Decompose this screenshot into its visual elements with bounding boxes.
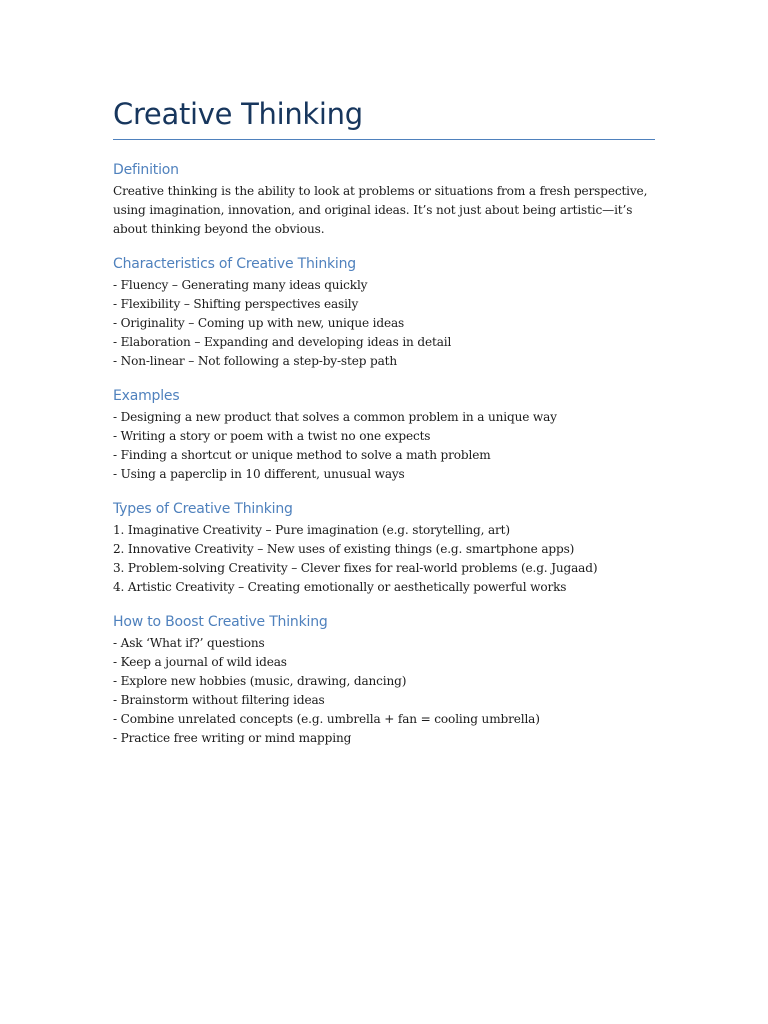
section-examples (113, 386, 655, 484)
list-item: - Using a paperclip in 10 different, unusual ways (113, 467, 405, 481)
list-item: - Flexibility – Shifting perspectives easily (113, 297, 359, 311)
boost-list (113, 634, 655, 748)
definition-line: about thinking beyond the obvious. (113, 222, 325, 236)
title-underline (113, 139, 655, 140)
list-item: - Finding a shortcut or unique method to solve a math problem (113, 448, 491, 462)
list-item: - Fluency – Generating many ideas quickly (113, 278, 368, 292)
section-boost (113, 612, 655, 748)
definition-line: using imagination, innovation, and original ideas. It’s not just about being artistic—it’s (113, 203, 633, 217)
list-item: - Ask ‘What if?’ questions (113, 636, 265, 650)
list-item: - Combine unrelated concepts (e.g. umbrella + fan = cooling umbrella) (113, 712, 540, 726)
section-characteristics (113, 254, 655, 371)
list-item: - Keep a journal of wild ideas (113, 655, 287, 669)
list-item: - Practice free writing or mind mapping (113, 731, 352, 745)
list-item: - Elaboration – Expanding and developing ideas in detail (113, 335, 452, 349)
list-item: - Non-linear – Not following a step-by-step path (113, 354, 397, 368)
types-list (113, 521, 655, 597)
list-item: - Originality – Coming up with new, unique ideas (113, 316, 405, 330)
list-item: - Writing a story or poem with a twist no one expects (113, 429, 431, 443)
section-types (113, 499, 655, 597)
list-item: - Explore new hobbies (music, drawing, dancing) (113, 674, 407, 688)
definition-line: Creative thinking is the ability to look at problems or situations from a fresh perspective, (113, 184, 648, 198)
section-heading-types: Types of Creative Thinking (113, 501, 293, 517)
section-heading-examples: Examples (113, 388, 180, 404)
section-definition (113, 160, 655, 239)
list-item: - Designing a new product that solves a common problem in a unique way (113, 410, 557, 424)
list-item: - Brainstorm without filtering ideas (113, 693, 325, 707)
list-item: 1. Imaginative Creativity – Pure imagination (e.g. storytelling, art) (113, 523, 510, 537)
characteristics-list (113, 276, 655, 371)
section-heading-boost: How to Boost Creative Thinking (113, 614, 328, 630)
list-item: 3. Problem-solving Creativity – Clever fixes for real-world problems (e.g. Jugaad) (113, 561, 598, 575)
list-item: 2. Innovative Creativity – New uses of existing things (e.g. smartphone apps) (113, 542, 575, 556)
document-title: Creative Thinking (113, 97, 363, 131)
definition-paragraph (113, 182, 655, 239)
section-heading-characteristics: Characteristics of Creative Thinking (113, 256, 356, 272)
list-item: 4. Artistic Creativity – Creating emotionally or aesthetically powerful works (113, 580, 567, 594)
examples-list (113, 408, 655, 484)
section-heading-definition: Definition (113, 162, 179, 178)
